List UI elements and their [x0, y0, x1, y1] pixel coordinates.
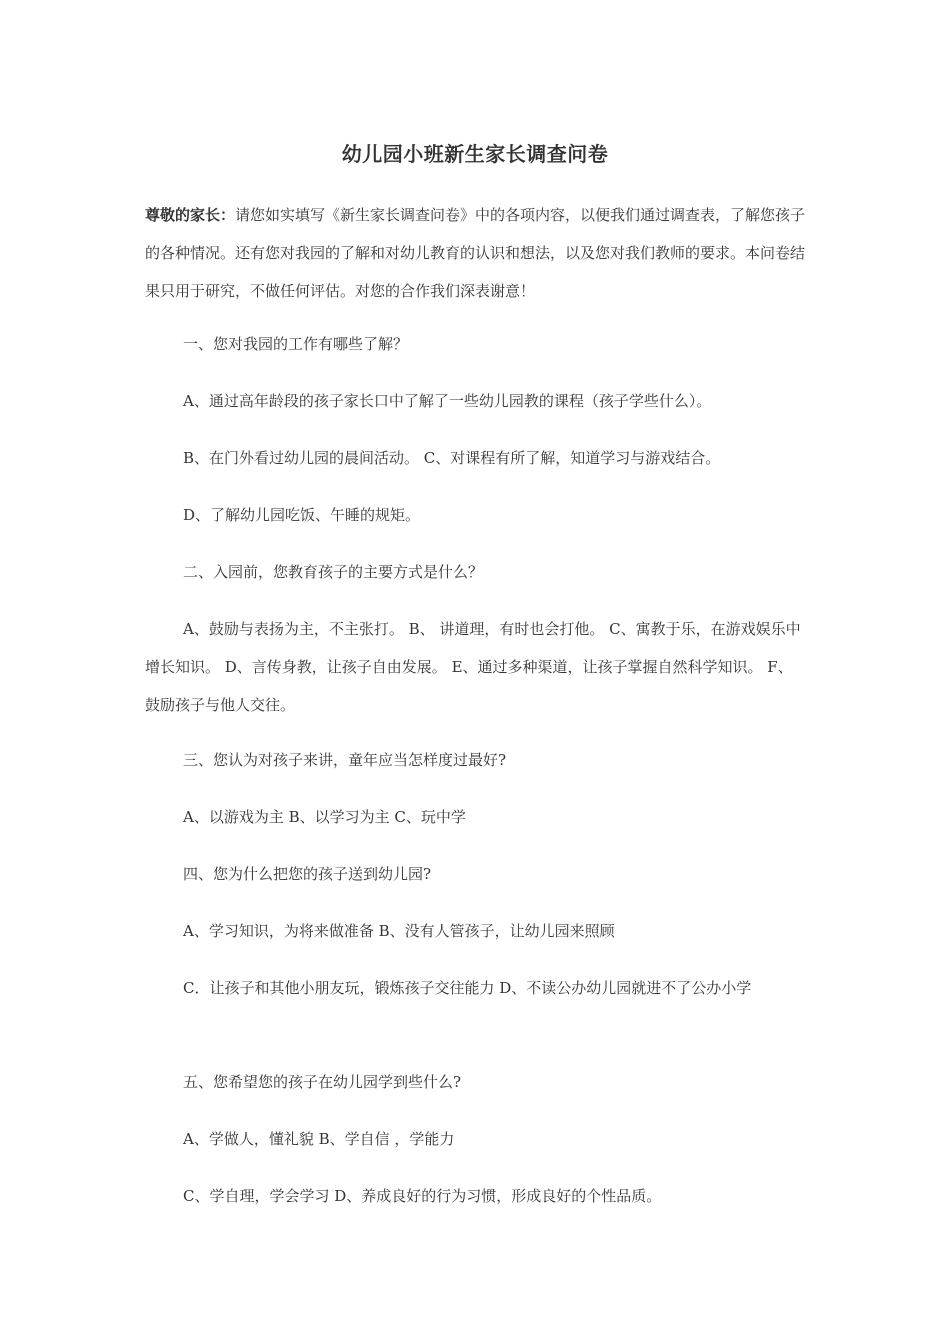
question-5: 五、您希望您的孩子在幼儿园学到些什么?	[183, 1073, 462, 1091]
question-3-options: A、以游戏为主 B、以学习为主 C、玩中学	[183, 808, 466, 826]
question-4: 四、您为什么把您的孩子送到幼儿园?	[183, 865, 432, 883]
question-1: 一、您对我园的工作有哪些了解？	[183, 335, 409, 353]
intro-text: 请您如实填写《新生家长调查问卷》中的各项内容，以便我们通过调查表，了解您孩子的各种情况。还有您对我园的了解和对幼儿教育的认识和想法，以及您对我们教师的要求。本问卷结果只用于研究，不做任何评估。对您的合作我们深表谢意！	[145, 206, 806, 300]
question-1-option-d: D、了解幼儿园吃饭、午睡的规矩。	[183, 506, 421, 524]
intro-paragraph	[145, 196, 807, 310]
question-2-options: A、鼓励与表扬为主，不主张打。 B、 讲道理，有时也会打他。 C、寓教于乐，在游戏娱乐中增长知识。 D、言传身教，让孩子自由发展。 E、通过多种渠道，让孩子掌握自然科学知识。 F、 鼓励孩子与他人交往。	[145, 620, 801, 714]
question-5-options-a-b: A、学做人，懂礼貌 B、学自信 ，学能力	[183, 1130, 455, 1148]
question-4-options-c-d: C．让孩子和其他小朋友玩，锻炼孩子交往能力 D、不读公办幼儿园就进不了公办小学	[183, 979, 752, 997]
question-3: 三、您认为对孩子来讲，童年应当怎样度过最好?	[183, 751, 507, 769]
question-1-option-a: A、通过高年龄段的孩子家长口中了解了一些幼儿园教的课程（孩子学些什么）。	[183, 392, 712, 410]
intro-salutation: 尊敬的家长：	[145, 206, 236, 224]
question-1-options-b-c: B、在门外看过幼儿园的晨间活动。 C、对课程有所了解，知道学习与游戏结合。	[183, 449, 721, 467]
document-title: 幼儿园小班新生家长调查问卷	[341, 142, 609, 166]
question-2: 二、入园前，您教育孩子的主要方式是什么？	[183, 563, 484, 581]
question-5-options-c-d: C、学自理，学会学习 D、养成良好的行为习惯，形成良好的个性品质。	[183, 1187, 662, 1205]
question-4-options-a-b: A、学习知识，为将来做准备 B、没有人管孩子，让幼儿园来照顾	[183, 922, 615, 940]
